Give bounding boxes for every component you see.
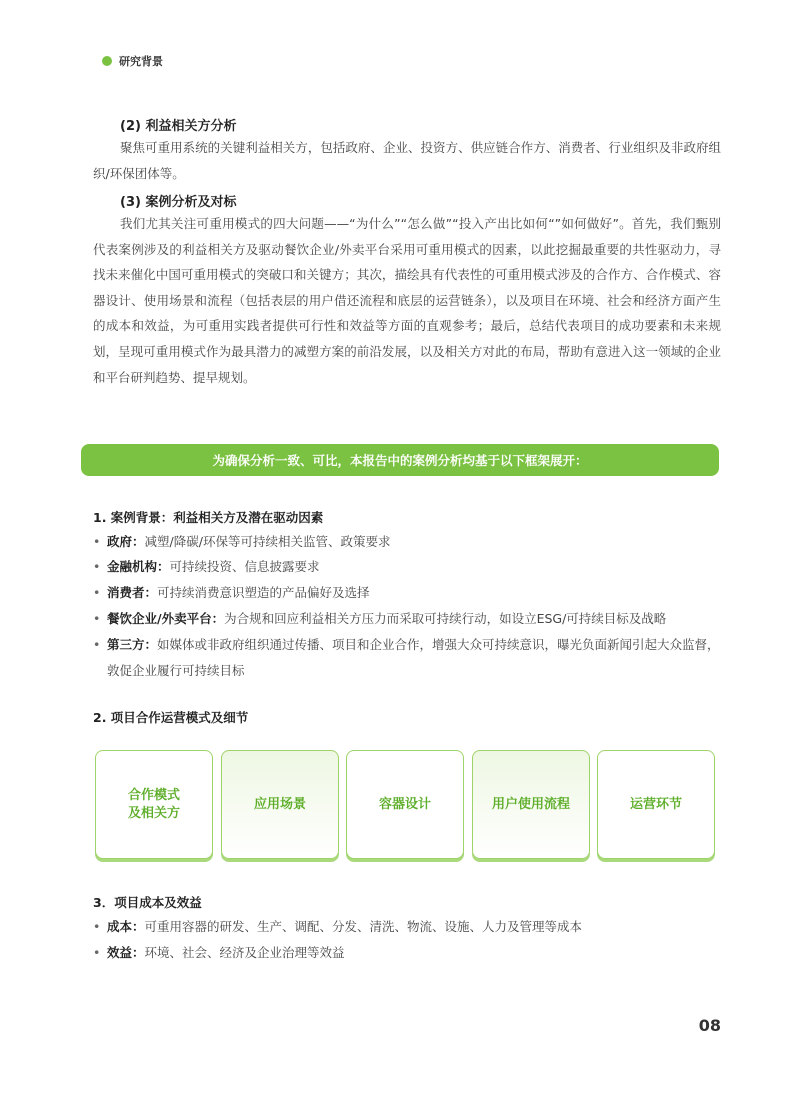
box-scenarios: 应用场景 bbox=[221, 750, 339, 859]
bullet-icon: • bbox=[93, 559, 101, 574]
item-desc: 为合规和回应利益相关方压力而采取可持续行动，如设立ESG/可持续目标及战略 bbox=[224, 611, 667, 626]
box-operations: 运营环节 bbox=[597, 750, 715, 859]
list-item bbox=[93, 606, 721, 632]
list-item bbox=[93, 940, 721, 966]
list-item bbox=[93, 554, 721, 580]
item-term: 政府： bbox=[107, 534, 145, 549]
bullet-icon: • bbox=[93, 945, 101, 960]
framework-banner bbox=[81, 444, 719, 476]
list-item bbox=[93, 529, 721, 555]
item-term: 第三方： bbox=[107, 637, 158, 652]
box-container-design: 容器设计 bbox=[346, 750, 464, 859]
framework-boxes bbox=[95, 750, 716, 859]
item-term: 餐饮企业/外卖平台： bbox=[107, 611, 225, 626]
bullet-icon: • bbox=[93, 585, 101, 600]
part2-title: (2) 利益相关方分析 bbox=[120, 119, 237, 134]
item-term: 成本： bbox=[107, 919, 145, 934]
banner-text: 为确保分析一致、可比，本报告中的案例分析均基于以下框架展开： bbox=[212, 453, 588, 468]
bullet-icon: • bbox=[93, 534, 101, 549]
section1-title: 1. 案例背景：利益相关方及潜在驱动因素 bbox=[93, 510, 324, 525]
list-item bbox=[93, 632, 721, 684]
item-desc: 减塑/降碳/环保等可持续相关监管、政策要求 bbox=[144, 534, 391, 549]
item-term: 金融机构： bbox=[107, 559, 170, 574]
section-label: 研究背景 bbox=[119, 55, 163, 68]
item-term: 效益： bbox=[107, 945, 145, 960]
item-desc: 如媒体或非政府组织通过传播、项目和企业合作，增强大众可持续意识，曝光负面新闻引起大众监督，敦促企业履行可持续目标 bbox=[107, 637, 720, 678]
section3-title: 3．项目成本及效益 bbox=[93, 895, 202, 910]
box-partners: 合作模式 及相关方 bbox=[95, 750, 213, 859]
item-desc: 可持续消费意识塑造的产品偏好及选择 bbox=[157, 585, 370, 600]
bullet-icon: • bbox=[93, 611, 101, 626]
bullet-icon: • bbox=[93, 919, 101, 934]
page-number: 08 bbox=[698, 1016, 721, 1035]
bullet-icon: • bbox=[93, 637, 101, 652]
section2-title: 2. 项目合作运营模式及细节 bbox=[93, 710, 249, 725]
list-item bbox=[93, 580, 721, 606]
green-dot-icon bbox=[102, 56, 112, 66]
item-desc: 可重用容器的研发、生产、调配、分发、清洗、物流、设施、人力及管理等成本 bbox=[144, 919, 583, 934]
item-desc: 可持续投资、信息披露要求 bbox=[169, 559, 320, 574]
item-term: 消费者： bbox=[107, 585, 158, 600]
list-item bbox=[93, 914, 721, 940]
part3-title: (3) 案例分析及对标 bbox=[120, 195, 237, 210]
part2-paragraph: 聚焦可重用系统的关键利益相关方，包括政府、企业、投资方、供应链合作方、消费者、行业组织及非政府组织/环保团体等。 bbox=[93, 140, 721, 181]
item-desc: 环境、社会、经济及企业治理等效益 bbox=[144, 945, 345, 960]
part3-paragraph: 我们尤其关注可重用模式的四大问题——“为什么”“怎么做”“投入产出比如何“”如何做好”。首先，我们甄别代表案例涉及的利益相关方及驱动餐饮企业/外卖平台采用可重用模式的因素，以此挖掘最重要的共性驱动力，寻找未来催化中国可重用模式的突破口和关键方；其次，描绘具有代表性的可重用模式涉及的合作方、合作模式、容器设计、使用场景和流程（包括表层的用户借还流程和底层的运营链条），以及项目在环境、社会和经济方面产生的成本和效益，为可重用实践者提供可行性和效益等方面的直观参考；最后，总结代表项目的成功要素和未来规划，呈现可重用模式作为最具潜力的减塑方案的前沿发展，以及相关方对此的布局，帮助有意进入这一领域的企业和平台研判趋势、提早规划。 bbox=[93, 216, 721, 385]
box-user-flow: 用户使用流程 bbox=[472, 750, 590, 859]
section-header bbox=[102, 53, 163, 69]
